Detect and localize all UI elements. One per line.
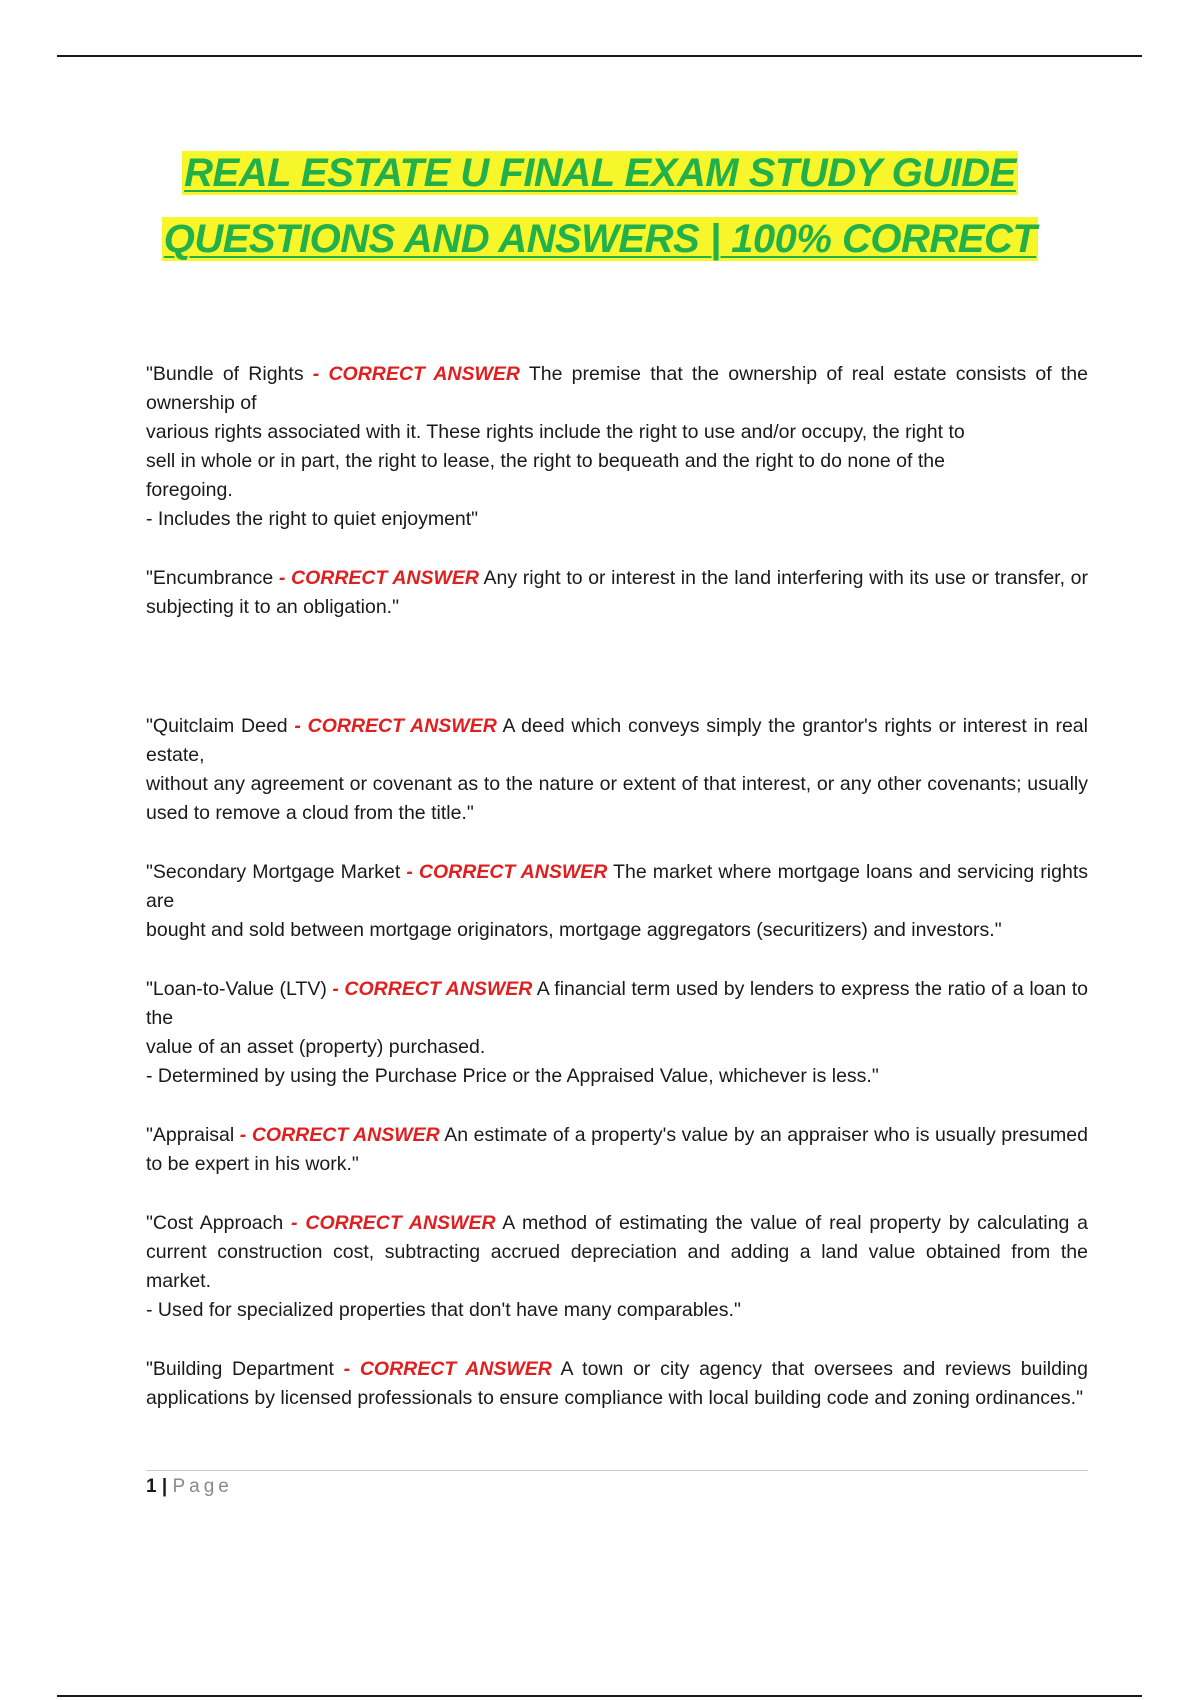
entry-term: "Encumbrance bbox=[146, 567, 274, 589]
entry-term: "Secondary Mortgage Market bbox=[146, 861, 401, 883]
entry-text: A method of estimating the value of real property by calculating a current construction cost, subtracting accrued depreciation and adding a land value obtained from the market. bbox=[146, 1212, 1088, 1292]
qa-entry bbox=[146, 975, 1088, 1091]
qa-entry bbox=[146, 360, 1088, 534]
entry-text: foregoing. bbox=[146, 479, 233, 501]
qa-entry bbox=[146, 858, 1088, 945]
entry-text: - Includes the right to quiet enjoyment" bbox=[146, 508, 479, 530]
qa-entry bbox=[146, 564, 1088, 622]
answer-separator: - bbox=[234, 1124, 252, 1146]
entry-first-line bbox=[146, 858, 1088, 916]
entry-text: without any agreement or covenant as to the nature or extent of that interest, or any other covenants; usually used to remove a cloud from the title." bbox=[146, 773, 1088, 824]
entry-text: A town or city agency that oversees and reviews building applications by licensed professionals to ensure compliance with local building code and zoning ordinances." bbox=[146, 1358, 1089, 1409]
entry-term: "Appraisal bbox=[146, 1124, 235, 1146]
qa-entry bbox=[146, 1121, 1088, 1179]
entry-term: "Bundle of Rights bbox=[146, 363, 304, 385]
footer-separator: | bbox=[156, 1476, 173, 1497]
entry-text: various rights associated with it. These rights include the right to use and/or occupy, the right to bbox=[146, 421, 965, 443]
correct-answer-label: CORRECT ANSWER bbox=[344, 978, 533, 1000]
correct-answer-label: CORRECT ANSWER bbox=[418, 861, 608, 883]
answer-separator: - bbox=[273, 567, 291, 589]
qa-list bbox=[146, 360, 1088, 1443]
bottom-rule bbox=[57, 1695, 1142, 1697]
entry-first-line bbox=[146, 1209, 1088, 1296]
entry-text: An estimate of a property's value by an appraiser who is usually presumed to be expert in his work." bbox=[146, 1124, 1088, 1175]
title-line-1: REAL ESTATE U FINAL EXAM STUDY GUIDE bbox=[184, 151, 1016, 195]
page-footer bbox=[146, 1474, 233, 1500]
entry-term: "Building Department bbox=[146, 1358, 334, 1380]
qa-entry bbox=[146, 712, 1088, 828]
correct-answer-label: CORRECT ANSWER bbox=[307, 715, 497, 737]
entry-text: value of an asset (property) purchased. bbox=[146, 1036, 486, 1058]
entry-text: sell in whole or in part, the right to lease, the right to bequeath and the right to do none of the bbox=[146, 450, 945, 472]
entry-text: - Determined by using the Purchase Price or the Appraised Value, whichever is less." bbox=[146, 1065, 879, 1087]
entry-term: "Loan-to-Value (LTV) bbox=[146, 978, 327, 1000]
entry-text: bought and sold between mortgage originators, mortgage aggregators (securitizers) and investors." bbox=[146, 919, 1002, 941]
entry-first-line bbox=[146, 564, 1088, 622]
correct-answer-label: CORRECT ANSWER bbox=[328, 363, 521, 385]
answer-separator: - bbox=[326, 978, 345, 1000]
answer-separator: - bbox=[400, 861, 419, 883]
entry-text: The premise that the ownership of real estate consists of the ownership of bbox=[146, 363, 1088, 414]
entry-text: A financial term used by lenders to express the ratio of a loan to the bbox=[146, 978, 1088, 1029]
entry-text: The market where mortgage loans and servicing rights are bbox=[146, 861, 1088, 912]
answer-separator: - bbox=[303, 363, 329, 385]
answer-separator: - bbox=[333, 1358, 360, 1380]
entry-term: "Quitclaim Deed bbox=[146, 715, 288, 737]
correct-answer-label: CORRECT ANSWER bbox=[291, 567, 479, 589]
page-number: 1 bbox=[146, 1476, 157, 1497]
entry-first-line bbox=[146, 1121, 1088, 1179]
entry-text: A deed which conveys simply the grantor's rights or interest in real estate, bbox=[146, 715, 1088, 766]
entry-first-line bbox=[146, 360, 1088, 418]
entry-first-line bbox=[146, 1355, 1088, 1413]
top-rule bbox=[57, 55, 1142, 57]
qa-entry bbox=[146, 1209, 1088, 1325]
correct-answer-label: CORRECT ANSWER bbox=[251, 1124, 440, 1146]
title-line-2: QUESTIONS AND ANSWERS | 100% CORRECT bbox=[163, 217, 1037, 261]
page-label: Page bbox=[172, 1476, 233, 1497]
entry-first-line bbox=[146, 712, 1088, 770]
answer-separator: - bbox=[287, 715, 308, 737]
entry-first-line bbox=[146, 975, 1088, 1033]
correct-answer-label: CORRECT ANSWER bbox=[305, 1212, 496, 1234]
qa-entry bbox=[146, 1355, 1088, 1413]
entry-term: "Cost Approach bbox=[146, 1212, 284, 1234]
document-title bbox=[0, 140, 1200, 272]
entry-text: - Used for specialized properties that don't have many comparables." bbox=[146, 1299, 741, 1321]
footer-rule bbox=[146, 1470, 1088, 1471]
answer-separator: - bbox=[283, 1212, 306, 1234]
correct-answer-label: CORRECT ANSWER bbox=[359, 1358, 552, 1380]
entry-text: Any right to or interest in the land interfering with its use or transfer, or subjecting it to an obligation." bbox=[146, 567, 1088, 618]
